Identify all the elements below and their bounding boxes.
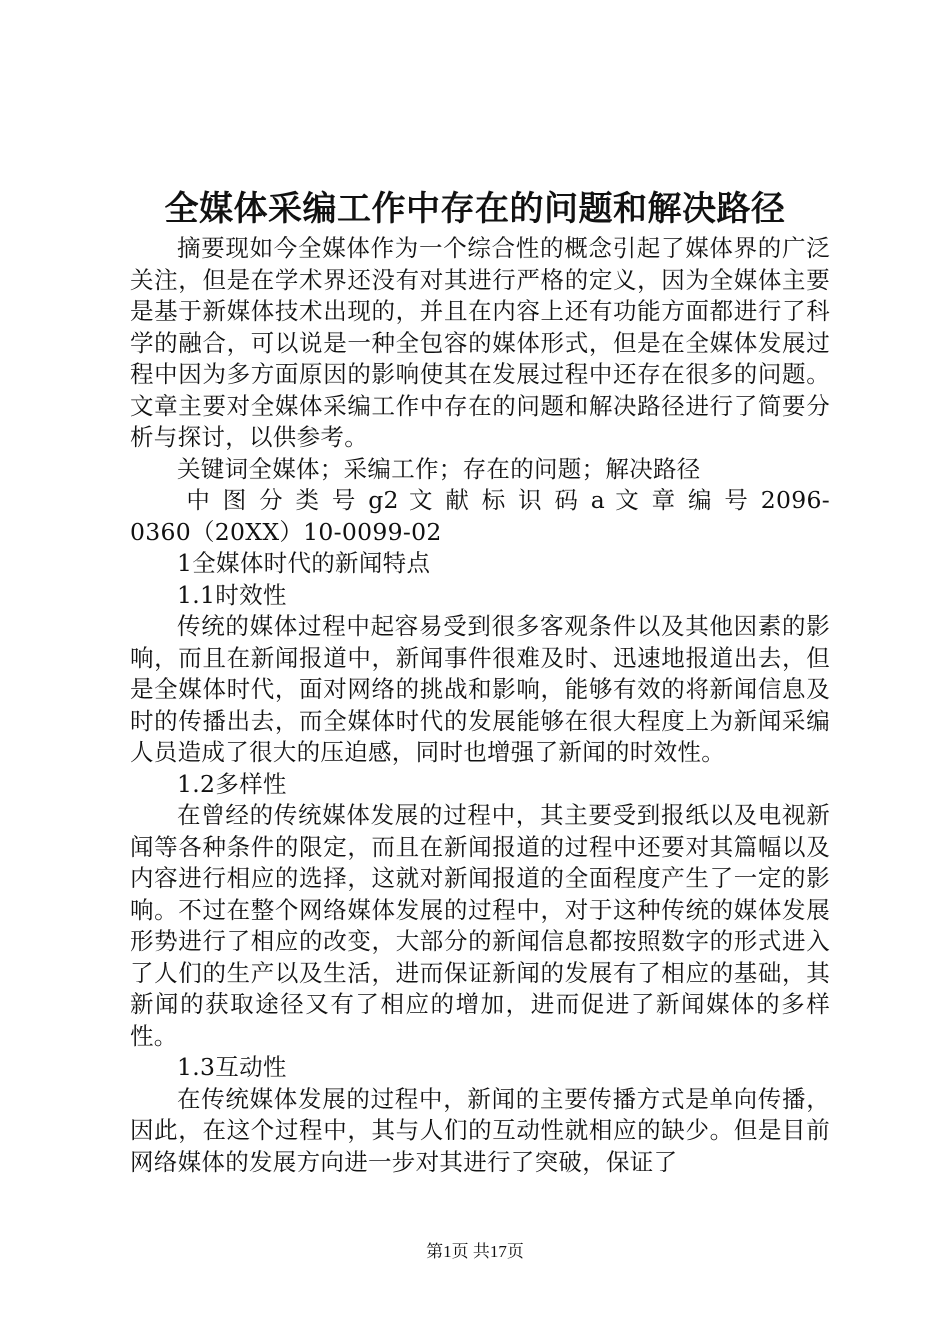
- subsection-heading-interactivity: 1.3互动性: [177, 1053, 287, 1081]
- subsection-heading-timeliness: 1.1时效性: [177, 580, 287, 609]
- diversity-paragraph: 在曾经的传统媒体发展的过程中，其主要受到报纸以及电视新闻等各种条件的限定，而且在新闻报道的过程中还要对其篇幅以及内容进行相应的选择，这就对新闻报道的全面程度产生了一定的影响。不过在整个网络媒体发展的过程中，对于这种传统的媒体发展形势进行了相应的改变，大部分的新闻信息都按照数字的形式进入了人们的生产以及生活，进而保证新闻的发展有了相应的基础，其新闻的获取途径又有了相应的增加，进而促进了新闻媒体的多样性。: [130, 801, 830, 1050]
- subsection-heading-diversity: 1.2多样性: [177, 769, 287, 798]
- section-heading: 1全媒体时代的新闻特点: [177, 549, 431, 577]
- interactivity-paragraph: 在传统媒体发展的过程中，新闻的主要传播方式是单向传播，因此，在这个过程中，其与人们的互动性就相应的缺少。但是目前网络媒体的发展方向进一步对其进行了突破，保证了: [130, 1084, 830, 1176]
- page-number-footer: 第1页 共17页: [426, 1242, 524, 1261]
- document-title: 全媒体采编工作中存在的问题和解决路径: [164, 189, 786, 229]
- abstract-paragraph: 摘要现如今全媒体作为一个综合性的概念引起了媒体界的广泛关注，但是在学术界还没有对其进行严格的定义，因为全媒体主要是基于新媒体技术出现的，并且在内容上还有功能方面都进行了科学的融合，可以说是一种全包容的媒体形式，但是在全媒体发展过程中因为多方面原因的影响使其在发展过程中还存在很多的问题。文章主要对全媒体采编工作中存在的问题和解决路径进行了简要分析与探讨，以供参考。: [130, 234, 830, 451]
- timeliness-paragraph: 传统的媒体过程中起容易受到很多客观条件以及其他因素的影响，而且在新闻报道中，新闻事件很难及时、迅速地报道出去，但是全媒体时代，面对网络的挑战和影响，能够有效的将新闻信息及时的传播出去，而全媒体时代的发展能够在很大程度上为新闻采编人员造成了很大的压迫感，同时也增强了新闻的时效性。: [130, 612, 830, 766]
- keywords-paragraph: 关键词全媒体；采编工作；存在的问题；解决路径: [177, 454, 701, 483]
- classification-line: 中 图 分 类 号 g2 文 献 标 识 码 a 文 章 编 号 2096-: [186, 486, 830, 514]
- document-body: [130, 233, 830, 1178]
- classification-line-continued: 0360（20XX）10-0099-02: [130, 517, 442, 546]
